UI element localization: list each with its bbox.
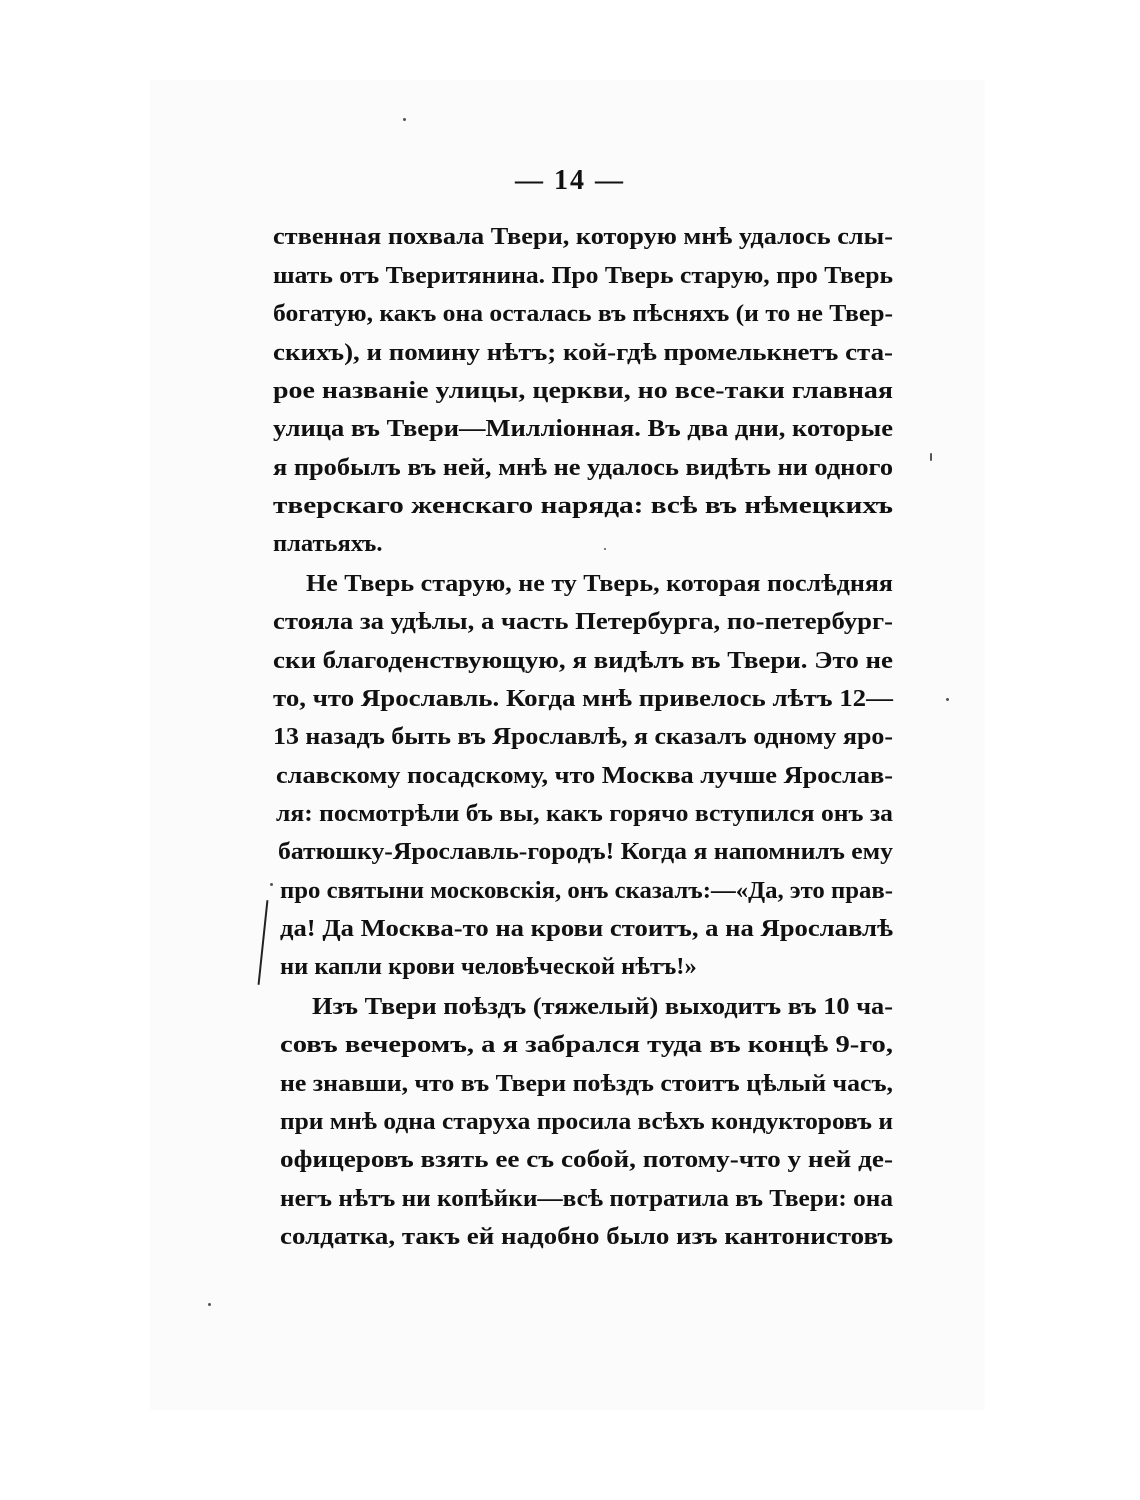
text-line: совъ вечеромъ, а я забрался туда въ концѣ 9-го, — [280, 1031, 893, 1058]
text-line: негъ нѣтъ ни копѣйки—всѣ потратила въ Твери: она — [280, 1185, 893, 1212]
text-line: богатую, какъ она осталась въ пѣсняхъ (и то не Твер- — [273, 300, 894, 327]
speck — [270, 883, 273, 886]
text-line: при мнѣ одна старуха просила всѣхъ кондукторовъ и — [280, 1108, 893, 1135]
text-line: рое названіе улицы, церкви, но все-таки главная — [273, 377, 894, 404]
text-line: скихъ), и помину нѣтъ; кой-гдѣ промелькнетъ ста- — [273, 339, 894, 366]
text-line: ственная похвала Твери, которую мнѣ удалось слы- — [273, 223, 893, 250]
text-line: да! Да Москва-то на крови стоитъ, а на Ярославлѣ — [280, 915, 893, 942]
text-line: улица въ Твери—Милліонная. Въ два дни, которые — [273, 415, 893, 442]
speck — [403, 118, 406, 121]
text-line: тверскаго женскаго наряда: всѣ въ нѣмецкихъ — [273, 492, 894, 519]
speck — [604, 548, 606, 550]
text-line: ля: посмотрѣли бъ вы, какъ горячо вступился онъ за — [276, 800, 893, 827]
text-line: батюшку-Ярославль-городъ! Когда я напомнилъ ему — [278, 838, 893, 865]
text-line: стояла за удѣлы, а часть Петербурга, по-петербург- — [273, 608, 894, 635]
text-line: Изъ Твери поѣздъ (тяжелый) выходитъ въ 10 ча- — [312, 993, 894, 1020]
text-line: платьяхъ. — [273, 530, 383, 557]
text-line: шать отъ Тверитянина. Про Тверь старую, про Тверь — [273, 262, 893, 289]
text-line: ски благоденствующую, я видѣлъ въ Твери. Это не — [273, 647, 894, 674]
text-line: 13 назадъ быть въ Ярославлѣ, я сказалъ одному яро- — [273, 723, 893, 750]
page-number: — 14 — — [515, 165, 625, 196]
text-line: солдатка, такъ ей надобно было изъ кантонистовъ — [280, 1223, 894, 1250]
speck — [208, 1303, 211, 1306]
text-line: я пробылъ въ ней, мнѣ не удалось видѣть ни одного — [273, 454, 894, 481]
text-line: не знавши, что въ Твери поѣздъ стоитъ цѣлый часъ, — [280, 1070, 893, 1097]
text-line: то, что Ярославль. Когда мнѣ привелось лѣтъ 12— — [273, 685, 893, 712]
speck — [946, 698, 949, 701]
text-line: славскому посадскому, что Москва лучше Ярослав- — [276, 762, 894, 789]
text-line: Не Тверь старую, не ту Тверь, которая послѣдняя — [306, 570, 894, 597]
text-line: офицеровъ взять ее съ собой, потому-что у ней де- — [280, 1146, 894, 1173]
text-line: про святыни московскія, онъ сказалъ:—«Да, это прав- — [280, 877, 893, 904]
speck — [930, 453, 932, 461]
text-line: ни капли крови человѣческой нѣтъ!» — [280, 953, 697, 980]
